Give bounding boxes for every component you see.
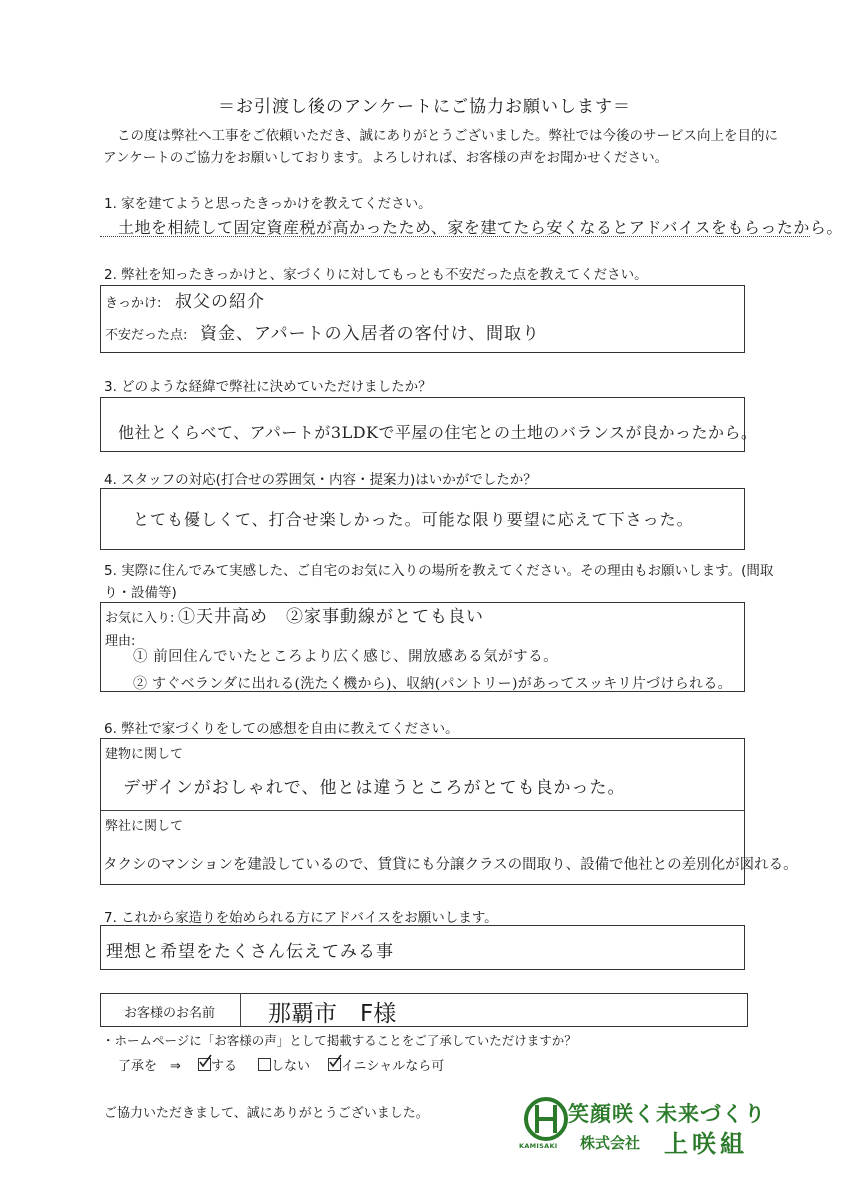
checkbox-empty-icon[interactable] bbox=[258, 1058, 271, 1071]
question-2: 2. 弊社を知ったきっかけと、家づくりに対してもっとも不安だった点を教えてください。 bbox=[104, 267, 648, 283]
answer-1: 土地を相続して固定資産税が高かったため、家を建てたら安くなるとアドバイスをもらったから。 bbox=[118, 218, 843, 237]
reason-label: 理由: bbox=[105, 634, 136, 649]
question-4: 4. スタッフの対応(打合せの雰囲気・内容・提案力)はいかがでしたか？ bbox=[104, 472, 537, 488]
customer-name-divider bbox=[240, 993, 241, 1027]
question-6: 6. 弊社で家づくりをしての感想を自由に教えてください。 bbox=[104, 721, 459, 737]
favorite-label: お気に入り: bbox=[105, 611, 175, 626]
logo-company-name: 上咲組 bbox=[664, 1130, 748, 1158]
consent-initial-label: イニシャルなら可 bbox=[341, 1059, 445, 1074]
customer-name: 那覇市 F様 bbox=[268, 1001, 397, 1027]
question-7: 7. これから家造りを始められる方にアドバイスをお願いします。 bbox=[104, 910, 498, 926]
consent-option-yes[interactable] bbox=[198, 1055, 237, 1074]
intro-line-1: この度は弊社へ工事をご依頼いただき、誠にありがとうございました。弊社では今後のサービス向上を目的に bbox=[117, 128, 778, 144]
answer-3: 他社とくらべて、アパートが3LDKで平屋の住宅との土地のバランスが良かったから。 bbox=[118, 423, 758, 442]
logo-company-prefix: 株式会社 bbox=[580, 1134, 641, 1152]
page-title: ＝お引渡し後のアンケートにご協力お願いします＝ bbox=[218, 97, 631, 117]
favorite-answer: ①天井高め ②家事動線がとても良い bbox=[178, 607, 484, 627]
reason-1: ① 前回住んでいたところより広く感じ、開放感ある気がする。 bbox=[133, 649, 559, 665]
answer-6-divider bbox=[100, 810, 745, 811]
answer-4: とても優しくて、打合せ楽しかった。可能な限り要望に応えて下さった。 bbox=[133, 510, 694, 529]
consent-question: ・ホームページに「お客様の声」として掲載することをご了承していただけますか？ bbox=[102, 1033, 577, 1048]
building-label: 建物に関して bbox=[105, 747, 184, 762]
worry-label: 不安だった点: bbox=[105, 328, 188, 343]
building-answer: デザインがおしゃれで、他とは違うところがとても良かった。 bbox=[123, 778, 626, 798]
consent-option-initial[interactable] bbox=[328, 1055, 444, 1074]
question-1: 1. 家を建てようと思ったきっかけを教えてください。 bbox=[104, 196, 432, 212]
answer-7: 理想と希望をたくさん伝えてみる事 bbox=[106, 942, 394, 962]
reason-2: ② すぐベランダに出れる(洗たく機から)、収納(パントリー)があってスッキリ片づけられる。 bbox=[133, 676, 732, 692]
question-5 bbox=[104, 560, 773, 604]
question-3: 3. どのような経緯で弊社に決めていただけましたか？ bbox=[104, 379, 432, 395]
thanks-text: ご協力いただきまして、誠にありがとうございました。 bbox=[104, 1106, 429, 1121]
trigger-label: きっかけ: bbox=[105, 296, 162, 311]
consent-option-no[interactable] bbox=[258, 1055, 310, 1074]
worry-answer: 資金、アパートの入居者の客付け、間取り bbox=[200, 324, 540, 344]
company-label: 弊社に関して bbox=[105, 819, 184, 834]
question-5-line-2: り・設備等) bbox=[104, 585, 177, 601]
checkbox-checked-icon[interactable] bbox=[198, 1058, 211, 1071]
intro-text bbox=[103, 125, 803, 169]
logo-slogan: 笑顔咲く未来づくり bbox=[568, 1102, 766, 1126]
consent-no-label: しない bbox=[271, 1059, 311, 1074]
intro-line-2: アンケートのご協力をお願いしております。よろしければ、お客様の声をお聞かせください。 bbox=[103, 150, 669, 166]
question-5-line-1: 5. 実際に住んでみて実感した、ご自宅のお気に入りの場所を教えてください。その理由もお願いします。(間取 bbox=[104, 563, 774, 579]
logo-brand: KAMISAKI bbox=[519, 1142, 558, 1150]
checkbox-checked-icon[interactable] bbox=[328, 1058, 341, 1071]
consent-yes-label: する bbox=[211, 1059, 238, 1074]
consent-label: 了承を ⇒ bbox=[118, 1059, 181, 1074]
company-answer: タクシのマンションを建設しているので、賃貸にも分譲クラスの間取り、設備で他社との差別化が図れる。 bbox=[103, 857, 798, 873]
trigger-answer: 叔父の紹介 bbox=[175, 292, 265, 312]
customer-name-label: お客様のお名前 bbox=[124, 1006, 216, 1021]
